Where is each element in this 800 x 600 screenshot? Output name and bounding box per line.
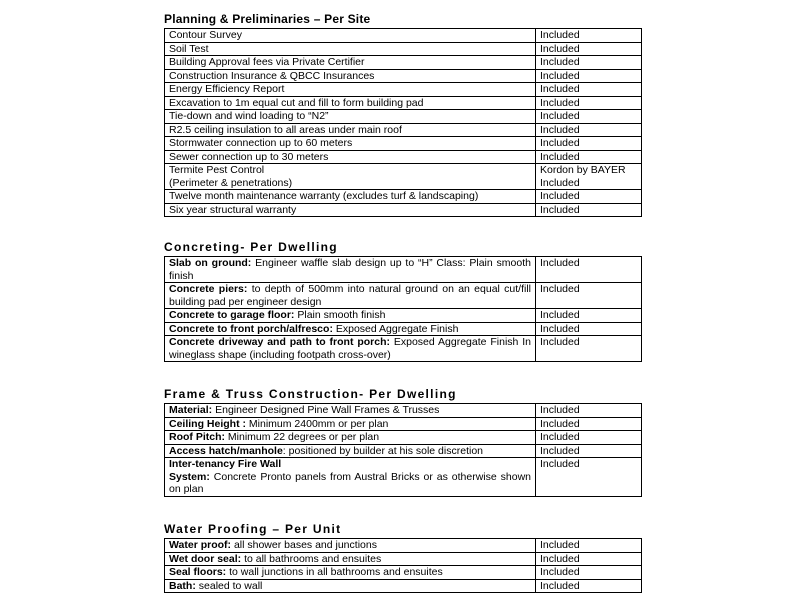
status-text: Included	[540, 404, 580, 416]
item-label: Inter-tenancy Fire Wall	[169, 458, 282, 470]
item-description	[165, 552, 536, 566]
item-text: Exposed Aggregate Finish	[332, 322, 459, 335]
status-text: Included	[540, 190, 580, 202]
item-description	[165, 137, 536, 151]
section-heading: Planning & Preliminaries – Per Site	[164, 12, 371, 26]
item-text: sealed to wall	[195, 579, 263, 592]
status-text: Included	[540, 69, 580, 82]
item-status	[536, 29, 642, 43]
item-status	[536, 150, 642, 164]
status-text: Included	[540, 444, 580, 457]
item-text: to depth of 500mm into natural ground on an equal cut/fill building pad per engineer design	[169, 283, 531, 308]
status-text: Included	[540, 283, 580, 295]
table-row	[165, 552, 642, 566]
item-status	[536, 404, 642, 418]
table-row	[165, 42, 642, 56]
spec-table	[164, 403, 642, 497]
table-row	[165, 458, 642, 497]
item-text: Stormwater connection up to 60 meters	[169, 137, 353, 149]
table-row	[165, 336, 642, 362]
item-label: Material:	[169, 404, 213, 416]
item-description	[165, 404, 536, 418]
item-status	[536, 566, 642, 580]
item-text: Minimum 2400mm or per plan	[246, 417, 389, 430]
status-text: Kordon by BAYER	[540, 164, 626, 176]
section-water-proofing	[164, 522, 634, 593]
status-text: Included	[540, 96, 580, 109]
item-text: Building Approval fees via Private Certifier	[169, 56, 365, 68]
item-label: Water proof:	[169, 539, 232, 551]
section-heading: Frame & Truss Construction- Per Dwelling	[164, 387, 457, 401]
item-description	[165, 579, 536, 593]
item-status	[536, 96, 642, 110]
table-row	[165, 150, 642, 164]
item-description	[165, 42, 536, 56]
item-text: R2.5 ceiling insulation to all areas under main roof	[169, 123, 402, 136]
item-label: Seal floors:	[169, 566, 227, 578]
item-text: Plain smooth finish	[294, 309, 386, 321]
table-row	[165, 579, 642, 593]
item-description	[165, 336, 536, 362]
item-text: Concrete Pronto panels from Austral Bricks or as otherwise shown on plan	[169, 470, 531, 495]
item-status	[536, 579, 642, 593]
item-text: to wall junctions in all bathrooms and ensuites	[226, 566, 443, 578]
table-row	[165, 69, 642, 83]
item-description	[165, 566, 536, 580]
item-label: Roof Pitch:	[169, 431, 225, 443]
table-row	[165, 137, 642, 151]
spec-table	[164, 256, 642, 362]
item-text: Energy Efficiency Report	[169, 83, 285, 95]
table-row	[165, 164, 642, 190]
table-row	[165, 83, 642, 97]
section-heading: Water Proofing – Per Unit	[164, 522, 342, 536]
table-row	[165, 123, 642, 137]
item-description	[165, 444, 536, 458]
item-description	[165, 458, 536, 497]
item-text: all shower bases and junctions	[231, 539, 377, 551]
item-description	[165, 29, 536, 43]
item-description	[165, 123, 536, 137]
status-text: Included	[540, 203, 580, 216]
item-text: Sewer connection up to 30 meters	[169, 150, 329, 163]
item-status	[536, 431, 642, 445]
status-text: Included	[540, 257, 580, 269]
status-text: Included	[540, 552, 580, 565]
item-description	[165, 309, 536, 323]
section-frame-truss	[164, 387, 634, 497]
item-text: Tie-down and wind loading to “N2”	[169, 110, 329, 122]
table-row	[165, 444, 642, 458]
status-text: Included	[540, 42, 580, 55]
spec-table	[164, 28, 642, 217]
item-status	[536, 56, 642, 70]
table-row	[165, 203, 642, 217]
item-text: (Perimeter & penetrations)	[169, 176, 293, 189]
item-status	[536, 69, 642, 83]
item-text: Excavation to 1m equal cut and fill to form building pad	[169, 96, 424, 109]
status-text: Included	[540, 56, 580, 68]
item-status	[536, 137, 642, 151]
item-description	[165, 203, 536, 217]
item-status	[536, 552, 642, 566]
item-label: Bath:	[169, 579, 196, 592]
status-text: Included	[540, 417, 580, 430]
item-label: Ceiling Height :	[169, 417, 246, 430]
item-description	[165, 69, 536, 83]
item-description	[165, 164, 536, 190]
status-text: Included	[540, 322, 580, 335]
item-text: Exposed Aggregate Finish In wineglass shape (including footpath cross-over)	[169, 336, 531, 361]
item-status	[536, 190, 642, 204]
status-text: Included	[540, 309, 580, 321]
item-status	[536, 309, 642, 323]
table-row	[165, 29, 642, 43]
table-row	[165, 322, 642, 336]
item-description	[165, 257, 536, 283]
table-row	[165, 190, 642, 204]
status-text: Included	[540, 431, 580, 443]
status-text: Included	[540, 539, 580, 551]
item-status	[536, 444, 642, 458]
section-concreting	[164, 240, 634, 362]
item-description	[165, 83, 536, 97]
status-text: Included	[540, 579, 580, 592]
item-description	[165, 539, 536, 553]
item-status	[536, 336, 642, 362]
status-text: Included	[540, 123, 580, 136]
table-row	[165, 309, 642, 323]
status-text: Included	[540, 150, 580, 163]
item-status	[536, 257, 642, 283]
status-text: Included	[540, 176, 580, 189]
item-status	[536, 322, 642, 336]
item-text: Construction Insurance & QBCC Insurances	[169, 69, 375, 82]
section-planning	[164, 12, 634, 217]
item-description	[165, 322, 536, 336]
status-text: Included	[540, 566, 580, 578]
item-status	[536, 203, 642, 217]
item-description	[165, 96, 536, 110]
status-text: Included	[540, 336, 580, 348]
item-label: Concrete piers:	[169, 283, 248, 295]
item-text: : positioned by builder at his sole discretion	[282, 444, 483, 457]
item-status	[536, 110, 642, 124]
item-status	[536, 123, 642, 137]
table-row	[165, 566, 642, 580]
item-label: Concrete to garage floor:	[169, 309, 295, 321]
item-text: Soil Test	[169, 42, 209, 55]
status-text: Included	[540, 83, 580, 95]
item-text: Engineer waffle slab design up to “H” Class: Plain smooth finish	[169, 257, 531, 282]
table-row	[165, 404, 642, 418]
item-text: to all bathrooms and ensuites	[241, 552, 382, 565]
item-status	[536, 164, 642, 190]
item-description	[165, 150, 536, 164]
table-row	[165, 539, 642, 553]
item-text: Contour Survey	[169, 29, 242, 41]
item-description	[165, 110, 536, 124]
table-row	[165, 96, 642, 110]
status-text: Included	[540, 458, 580, 470]
spec-table	[164, 538, 642, 593]
item-description	[165, 283, 536, 309]
item-label: System:	[169, 470, 210, 483]
item-status	[536, 42, 642, 56]
item-status	[536, 417, 642, 431]
item-label: Wet door seal:	[169, 552, 242, 565]
status-text: Included	[540, 137, 580, 149]
item-status	[536, 539, 642, 553]
table-row	[165, 56, 642, 70]
status-text: Included	[540, 110, 580, 122]
item-text: Twelve month maintenance warranty (excludes turf & landscaping)	[169, 190, 479, 202]
item-label: Access hatch/manhole	[169, 444, 283, 457]
table-row	[165, 110, 642, 124]
item-status	[536, 83, 642, 97]
table-row	[165, 431, 642, 445]
item-status	[536, 283, 642, 309]
table-row	[165, 257, 642, 283]
item-description	[165, 56, 536, 70]
item-status	[536, 458, 642, 497]
table-row	[165, 283, 642, 309]
section-heading: Concreting- Per Dwelling	[164, 240, 338, 254]
item-text: Termite Pest Control	[169, 164, 265, 176]
item-description	[165, 431, 536, 445]
item-text: Engineer Designed Pine Wall Frames & Trusses	[212, 404, 440, 416]
item-text: Six year structural warranty	[169, 203, 297, 216]
item-description	[165, 417, 536, 431]
item-description	[165, 190, 536, 204]
item-text: Minimum 22 degrees or per plan	[225, 431, 380, 443]
item-label: Concrete driveway and path to front porch:	[169, 336, 390, 348]
table-row	[165, 417, 642, 431]
item-label: Concrete to front porch/alfresco:	[169, 322, 333, 335]
item-label: Slab on ground:	[169, 257, 252, 269]
status-text: Included	[540, 29, 580, 41]
